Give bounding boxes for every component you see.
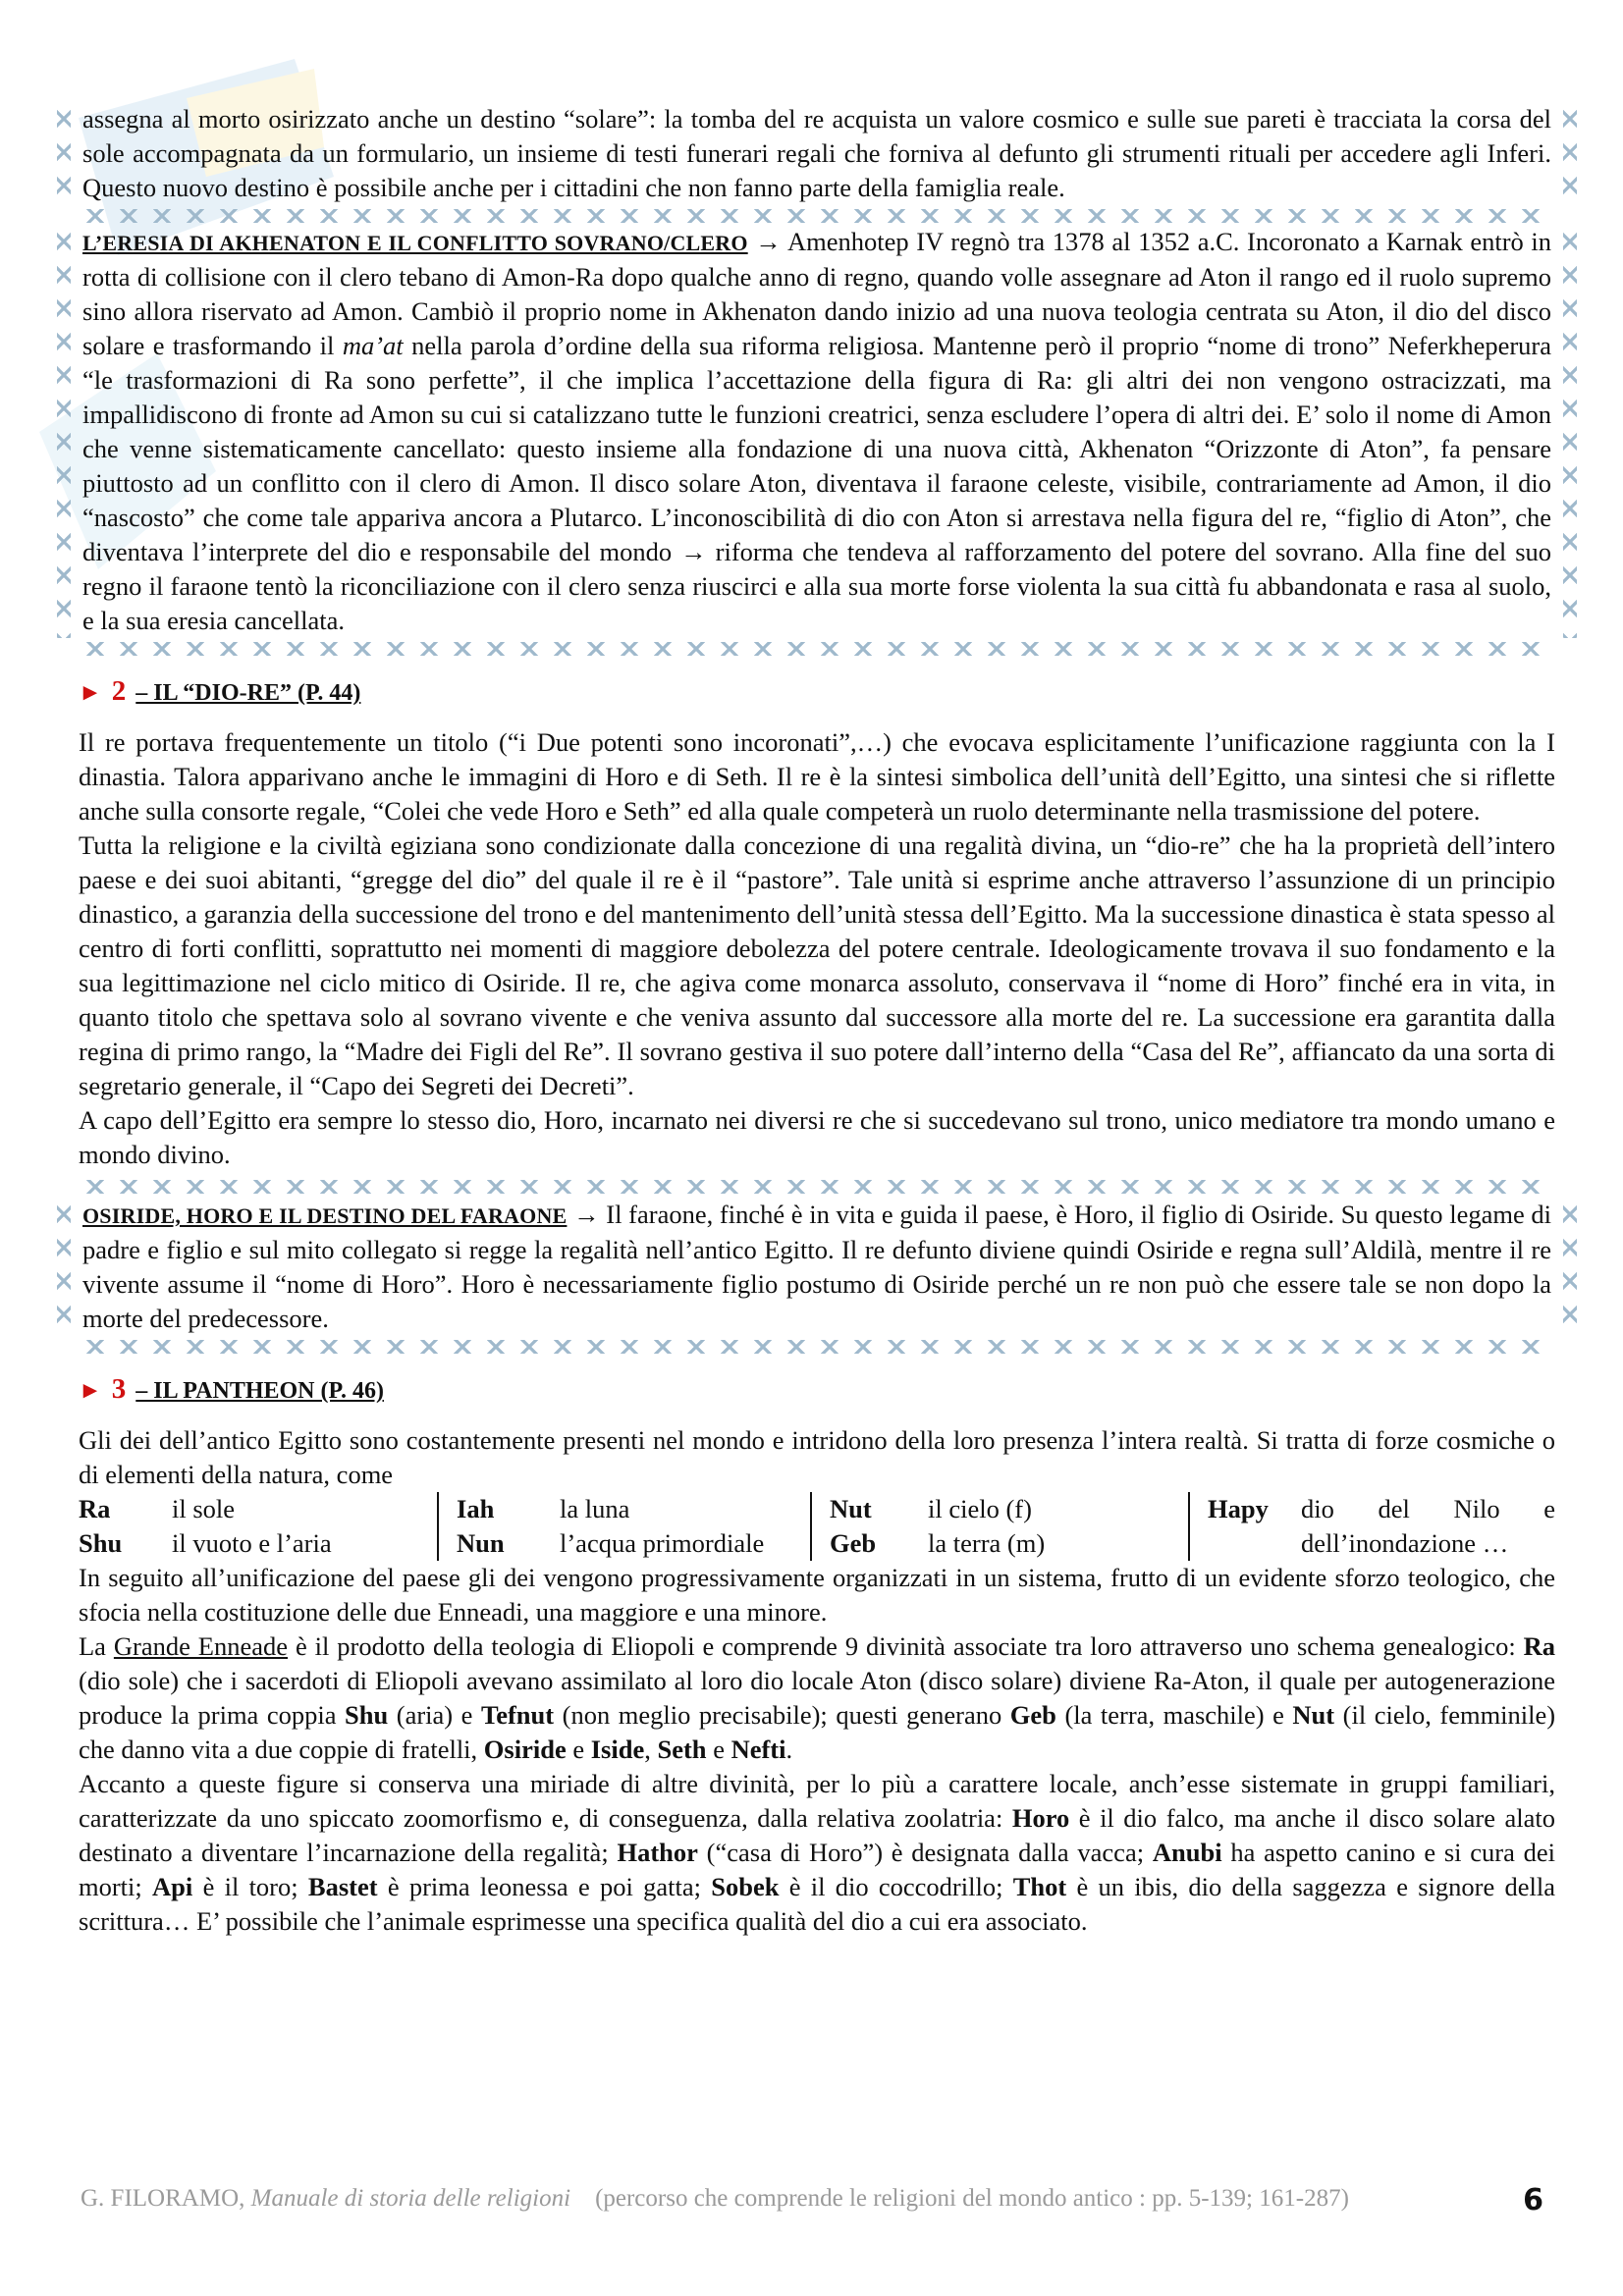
akhenaton-heading: L’ERESIA DI AKHENATON E IL CONFLITTO SOVRANO/CLERO xyxy=(82,231,748,255)
pantheon-paragraph-2: In seguito all’unificazione del paese gli dei vengono progressivamente organizzati in un sistema, frutto di un evidente sforzo teologico, che sfocia nella costituzione delle due Enneadi, una maggiore e una minore. xyxy=(79,1563,1555,1627)
osiride-paragraph: OSIRIDE, HORO E IL DESTINO DEL FARAONE → Il faraone, finché è in vita e guida il paese, è Horo, il figlio di Osiride. Su questo legame di padre e figlio e sul mito collegato si regge la regalità nell’antico Egitto. Il re defunto diviene quindi Osiride e regna sull’Aldilà, mentre il re vivente assume il “nome di Horo”. Horo è necessariamente figlio postumo di Osiride perché un re non può che essere tale se non dopo la morte del predecessore. xyxy=(82,1200,1552,1333)
intro-paragraph: assegna al morto osirizzato anche un destino “solare”: la tomba del re acquista un valore cosmico e sulle sue pareti è tracciata la corsa del sole accompagnata da un formulario, un insieme di testi funerari regali che forniva al defunto gli strumenti rituali per accedere agli Inferi. Questo nuovo destino è possibile anche per i cittadini che non fanno parte della famiglia reale. xyxy=(82,104,1551,202)
section-2-heading: ► 2 – IL “DIO-RE” (P. 44) xyxy=(79,675,361,707)
osiride-box xyxy=(79,1198,1555,1336)
section-2-paragraph-2: Tutta la religione e la civiltà egiziana sono condizionate dalla concezione di una regalità divina, un “dio-re” che ha la proprietà dell’intero paese e dei suoi abitanti, “gregge del dio” del quale il re è il “pastore”. Tale unità si esprime anche attraverso l’assunzione di un principio dinastico, a garanzia della successione del trono e del mantenimento dell’unità stessa dell’Egitto. Ma la successione dinastica è stata spesso al centro di forti conflitti, soprattutto nei momenti di maggiore debolezza del potere centrale. Ideologicamente trovava il suo fondamento e la sua legittimazione nel ciclo mitico di Osiride. Il re, che agiva come monarca assoluto, conservava il “nome di Horo” finché era in vita, in quanto titolo che spettava solo al sovrano vivente e che veniva assunto dal successore alla morte del re. La successione era garantita dalla regina di primo rango, la “Madre dei Figli del Re”. Il sovrano gestiva il suo potere dall’interno della “Casa del Re”, affiancato da una sorta di segretario generale, il “Capo dei Segreti dei Decreti”. xyxy=(79,830,1555,1100)
section-2-paragraph-3: A capo dell’Egitto era sempre lo stesso dio, Horo, incarnato nei diversi re che si succedevano sul trono, unico mediatore tra mondo umano e mondo divino. xyxy=(79,1105,1555,1169)
pantheon-intro: Gli dei dell’antico Egitto sono costantemente presenti nel mondo e intridono della loro presenza l’intera realtà. Si tratta di forze cosmiche o di elementi della natura, come xyxy=(79,1425,1555,1489)
page-content xyxy=(79,102,1555,1939)
page-footer xyxy=(81,2183,1543,2217)
akhenaton-paragraph: L’ERESIA DI AKHENATON E IL CONFLITTO SOVRANO/CLERO → Amenhotep IV regnò tra 1378 al 1352 a.C. Incoronato a Karnak entrò in rotta di collisione con il clero tebano di Amon-Ra dopo qualche anno di regno, quando volle assegnare ad Aton il rango ed il ruolo supremo sino allora riservato ad Amon. Cambiò il proprio nome in Akhenaton dando inizio ad una nuova teologia centrata su Aton, il dio del disco solare e trasformando il ma’at nella parola d’ordine della sua riforma religiosa. Mantenne però il proprio “nome di trono” Neferkheperura “le trasformazioni di Ra sono perfette”, il che implica l’accettazione della figura di Ra: gli altri dei non vengono ostracizzati, ma impallidiscono di fronte ad Amon su cui si catalizzano tutte le funzioni creatrici, senza escludere l’opera di altri dei. E’ solo il nome di Amon che venne sistematicamente cancellato: questo insieme alla fondazione di una nuova città, Akhenaton “Orizzonte di Aton”, fa pensare piuttosto ad un conflitto con il clero di Amon. Il disco solare Aton, diventava il faraone celeste, visibile, contrariamente ad Amon, il dio “nascosto” che come tale appariva ancora a Plutarco. L’inconoscibilità di dio con Aton si arrestava nella figura del re, “figlio di Aton”, che diventava l’interprete del dio e responsabile del mondo → riforma che tendeva al rafforzamento del potere del sovrano. Alla fine del suo regno il faraone tentò la riconciliazione con il clero senza riuscirci e alla sua morte forse violenta la sua città fu abbandonata e rasa al suolo, e la sua eresia cancellata. xyxy=(82,227,1552,635)
intro-box xyxy=(79,102,1555,205)
footer-author: G. FILORAMO, xyxy=(81,2185,245,2212)
akhenaton-box xyxy=(79,225,1555,638)
enneade-paragraph: La Grande Enneade è il prodotto della teologia di Eliopoli e comprende 9 divinità associate tra loro attraverso uno schema genealogico: Ra (dio sole) che i sacerdoti di Eliopoli avevano assimilato al loro dio locale Aton (disco solare) diviene Ra-Aton, il quale per autogenerazione produce la prima coppia Shu (aria) e Tefnut (non meglio precisabile); questi generano Geb (la terra, maschile) e Nut (il cielo, femminile) che danno vita a due coppie di fratelli, Osiride e Iside, Seth e Nefti. xyxy=(79,1631,1556,1764)
footer-book-title: Manuale di storia delle religioni xyxy=(250,2185,571,2212)
osiride-heading: OSIRIDE, HORO E IL DESTINO DEL FARAONE xyxy=(82,1203,568,1228)
page-number: 6 xyxy=(1523,2183,1543,2217)
section-3-heading: ► 3 – IL PANTHEON (P. 46) xyxy=(79,1373,384,1405)
section-2-paragraph-1: Il re portava frequentemente un titolo (“i Due potenti sono incoronati”,…) che evocava esplicitamente l’unificazione raggiunta con la I dinastia. Talora apparivano anche le immagini di Horo e di Seth. Il re è la sintesi simbolica dell’unità dell’Egitto, una sintesi che si riflette anche sulla consorte regale, “Colei che vede Horo e Seth” ed alla quale competerà un ruolo determinante nella trasmissione del potere. xyxy=(79,727,1555,826)
zoolatry-paragraph: Accanto a queste figure si conserva una miriade di altre divinità, per lo più a carattere locale, anch’esse sistemate in gruppi familiari, caratterizzate da uno spiccato zoomorfismo e, di conseguenza, dalla relativa zoolatria: Horo è il dio falco, ma anche il disco solare alato destinato a diventare l’incarnazione della regalità; Hathor (“casa di Horo”) è designata dalla vacca; Anubi ha aspetto canino e si cura dei morti; Api è il toro; Bastet è prima leonessa e poi gatta; Sobek è il dio coccodrillo; Thot è un ibis, dio della saggezza e signore della scrittura… E’ possibile che l’animale esprimesse una specifica qualità del dio a cui era associato. xyxy=(79,1769,1556,1936)
gods-table: Ra il sole Iah la luna Nut il cielo (f) Hapy dio del Nilo e Shu il vuoto e l’aria Nun l’acqua primordiale Geb la terra (m) dell’inondazione … xyxy=(79,1492,1555,1561)
footer-note: (percorso che comprende le religioni del mondo antico : pp. 5-139; 161-287) xyxy=(595,2185,1349,2212)
